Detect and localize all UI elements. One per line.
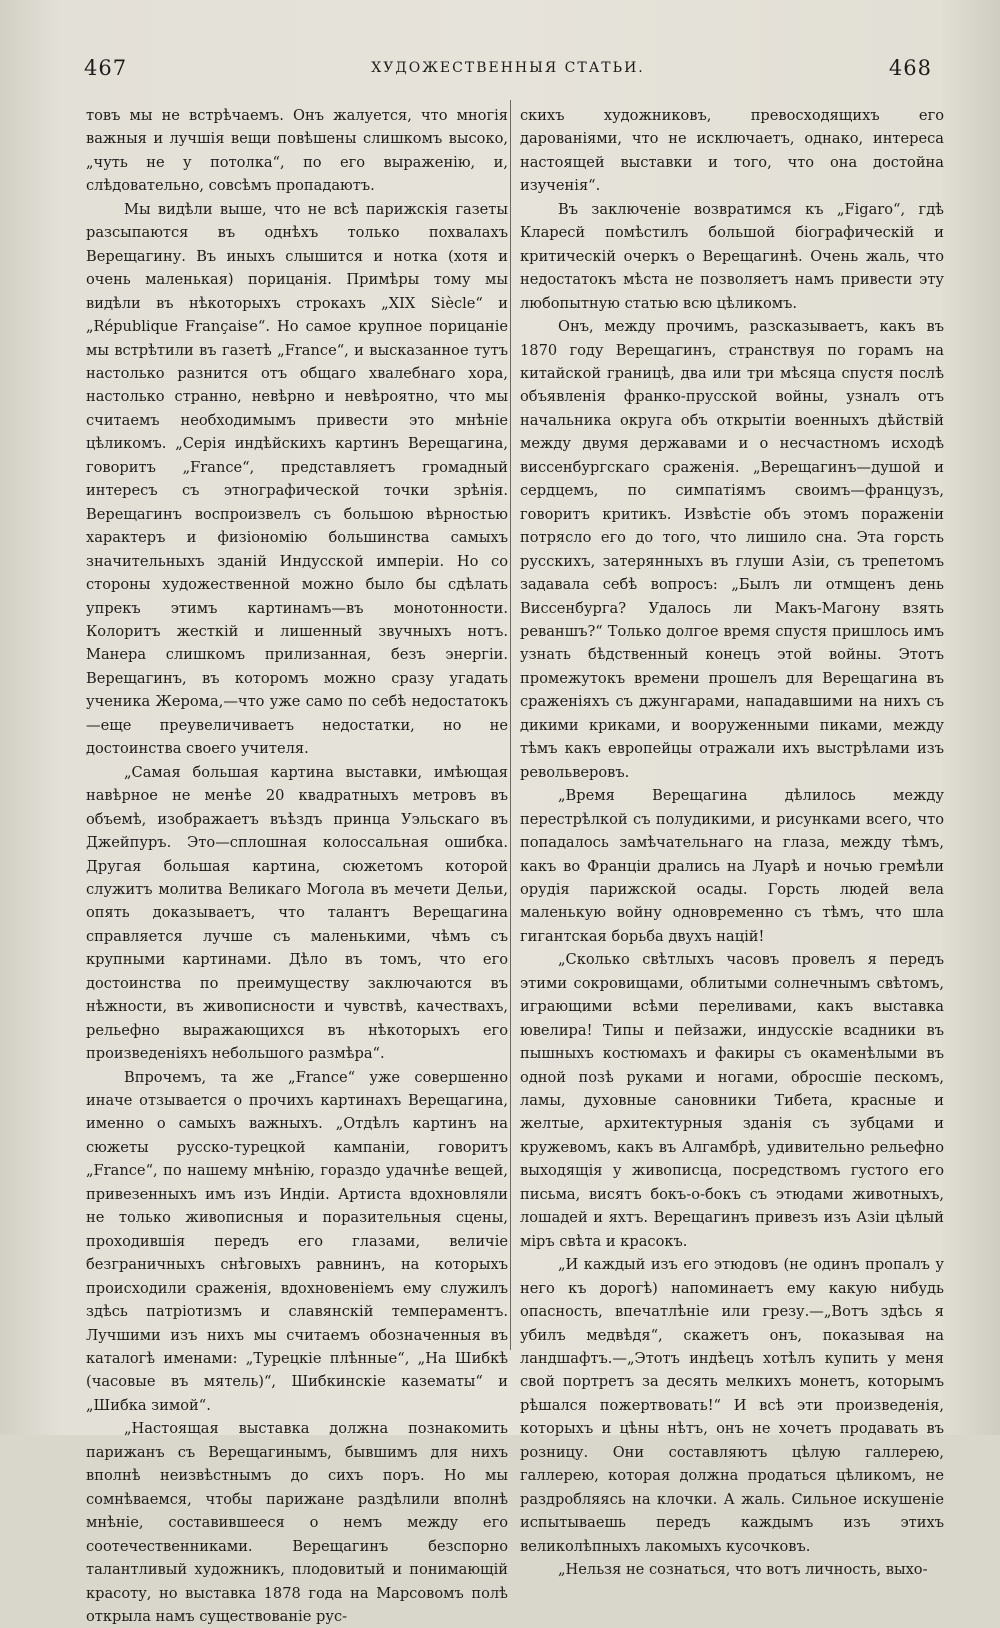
page-header <box>84 56 932 90</box>
left-column <box>86 104 508 1628</box>
paragraph: „И каждый изъ его этюдовъ (не одинъ пропалъ у него къ дорогѣ) напоминаетъ ему какую нибудь опасность, впечатлѣніе или грезу.—„Вотъ здѣсь я убилъ медвѣдя“, скажетъ онъ, показывая на ландшафтъ.—„Этотъ индѣецъ хотѣлъ купить у меня свой портретъ за десять мелкихъ монетъ, которымъ рѣшался пожертвовать!“ И всѣ эти произведенія, которыхъ и цѣны нѣтъ, онъ не хочетъ продавать въ розницу. Они составляютъ цѣлую галлерею, галлерею, которая должна продаться цѣликомъ, не раздробляясь на клочки. А жаль. Сильное искушеніе испытываешь передъ каждымъ изъ этихъ великолѣпныхъ лакомыхъ кусочковъ. <box>520 1256 944 1555</box>
paragraph: „Время Верещагина дѣлилось между перестрѣлкой съ полудикими, и рисунками всего, что попадалось замѣчательнаго на глаза, между тѣмъ, какъ во Франціи дрались на Луарѣ и ночью гремѣли орудія парижской осады. Горсть людей вела маленькую войну одновременно съ тѣмъ, что шла гигантская борьба двухъ націй! <box>520 787 944 945</box>
paragraph: Впрочемъ, та же „France“ уже совершенно иначе отзывается о прочихъ картинахъ Верещагина, именно о самыхъ важныхъ. „Отдѣлъ картинъ на сюжеты русско-турецкой кампаніи, говоритъ „France“, по нашему мнѣнію, гораздо удачнѣе вещей, привезенныхъ имъ изъ Индіи. Артиста вдохновляли не только живописныя и поразительныя сцены, проходившія передъ его глазами, величіе безграничныхъ снѣговыхъ равнинъ, на которыхъ происходили сраженія, вдохновеніемъ ему служилъ здѣсь патріотизмъ и славянскій темпераментъ. Лучшими изъ нихъ мы считаемъ обозначенныя въ каталогѣ именами: „Турецкіе плѣнные“, „На Шибкѣ (часовые въ мятель)“, Шибкинскіе казематы“ и „Шибка зимой“. <box>86 1068 508 1414</box>
page-number-right: 468 <box>888 56 932 80</box>
paragraph: товъ мы не встрѣчаемъ. Онъ жалуется, что многія важныя и лучшія вещи повѣшены слишкомъ высоко, „чуть не у потолка“, по его выраженію, и, слѣдовательно, совсѣмъ пропадаютъ. <box>86 107 508 195</box>
paragraph: „Самая большая картина выставки, имѣющая навѣрное не менѣе 20 квадратныхъ метровъ въ объемѣ, изображаетъ въѣздъ принца Уэльскаго въ Джейпуръ. Это—сплошная колоссальная ошибка. Другая большая картина, сюжетомъ которой служитъ молитва Великаго Могола въ мечети Дельи, опять доказываетъ, что талантъ Верещагина справляется лучше съ маленькими, чѣмъ съ крупными картинами. Дѣло въ томъ, что его достоинства по преимуществу заключаются въ нѣжности, въ живописности и чувствѣ, качествахъ, рельефно выражающихся въ нѣкоторыхъ его произведеніяхъ небольшого размѣра“. <box>86 763 508 1063</box>
running-title: ХУДОЖЕСТВЕННЫЯ СТАТЬИ. <box>371 60 645 76</box>
paragraph: „Нельзя не сознаться, что вотъ личность, выхо- <box>558 1561 928 1579</box>
page-number-left: 467 <box>84 56 128 80</box>
paragraph: Онъ, между прочимъ, разсказываетъ, какъ въ 1870 году Верещагинъ, странствуя по горамъ на китайской границѣ, два или три мѣсяца спустя послѣ объявленія франко-прусской войны, узналъ отъ начальника округа объ открытіи военныхъ дѣйствій между двумя державами и о несчастномъ исходѣ виссенбургскаго сраженія. „Верещагинъ—душой и сердцемъ, по симпатіямъ своимъ—французъ, говоритъ критикъ. Извѣстіе объ этомъ пораженіи потрясло его до того, что лишило сна. Эта горсть русскихъ, затерянныхъ въ глуши Азіи, съ трепетомъ задавала себѣ вопросъ: „Былъ ли отмщенъ день Виссенбурга? Удалось ли Макъ-Магону взять реваншъ?“ Только долгое время спустя пришлось имъ узнать бѣдственный конецъ этой войны. Этотъ промежутокъ времени прошелъ для Верещагина въ сраженіяхъ съ джунгарами, нападавшими на нихъ съ дикими криками, и вооруженными пиками, между тѣмъ какъ европейцы отражали ихъ выстрѣлами изъ револьверовъ. <box>520 318 944 781</box>
right-column <box>520 104 944 1582</box>
paragraph: „Сколько свѣтлыхъ часовъ провелъ я передъ этими сокровищами, облитыми солнечнымъ свѣтомъ, играющими всѣми переливами, какъ выставка ювелира! Типы и пейзажи, индусскіе всадники въ пышныхъ костюмахъ и факиры съ окаменѣлыми въ одной позѣ руками и ногами, обросшіе пескомъ, ламы, духовные сановники Тибета, красные и желтые, архитектурныя зданія съ зубцами и кружевомъ, какъ въ Алгамбрѣ, удивительно рельефно выходящія у живописца, посредствомъ густого его письма, висятъ бокъ-о-бокъ съ этюдами животныхъ, лошадей и яхтъ. Верещагинъ привезъ изъ Азіи цѣлый міръ свѣта и красокъ. <box>520 951 944 1250</box>
column-divider <box>510 100 511 1350</box>
paragraph: „Настоящая выставка должна познакомить парижанъ съ Верещагинымъ, бывшимъ для нихъ вполнѣ неизвѣстнымъ до сихъ поръ. Но мы сомнѣваемся, чтобы парижане раздѣлили вполнѣ мнѣніе, составившееся о немъ между его соотечественниками. Верещагинъ безспорно талантливый художникъ, плодовитый и понимающій красоту, но выставка 1878 года на Марсовомъ полѣ открыла намъ существованіе рус- <box>86 1420 508 1625</box>
paragraph: Въ заключеніе возвратимся къ „Figaro“, гдѣ Кларесй помѣстилъ большой біографическій и критическій очеркъ о Верещагинѣ. Очень жаль, что недостатокъ мѣста не позволяетъ намъ привести эту любопытную статью всю цѣликомъ. <box>520 200 944 312</box>
paragraph: скихъ художниковъ, превосходящихъ его дарованіями, что не исключаетъ, однако, интереса настоящей выставки и того, что она достойна изученія“. <box>520 107 944 195</box>
paragraph: Мы видѣли выше, что не всѣ парижскія газеты разсыпаются въ однѣхъ только похвалахъ Верещагину. Въ иныхъ слышится и нотка (хотя и очень маленькая) порицанія. Примѣры тому мы видѣли въ нѣкоторыхъ строкахъ „XIX Siècle“ и „République Française“. Но самое крупное порицаніе мы встрѣтили въ газетѣ „France“, и высказанное тутъ настолько разнится отъ общаго хвалебнаго хора, настолько странно, невѣрно и невѣроятно, что мы считаемъ необходимымъ привести это мнѣніе цѣликомъ. „Серія индѣйскихъ картинъ Верещагина, говоритъ „France“, представляетъ громадный интересъ съ этнографической точки зрѣнія. Верещагинъ воспроизвелъ съ большою вѣрностью характеръ и физіономію большинства самыхъ значительныхъ зданій Индусской имперіи. Но со стороны художественной можно было бы сдѣлать упрекъ этимъ картинамъ—въ монотонности. Колоритъ жесткій и лишенный звучныхъ нотъ. Манера слишкомъ прилизанная, безъ энергіи. Верещагинъ, въ которомъ можно сразу угадать ученика Жерома,—что уже само по себѣ недостатокъ—еще преувеличиваетъ недостатки, но не достоинства своего учителя. <box>86 200 508 758</box>
